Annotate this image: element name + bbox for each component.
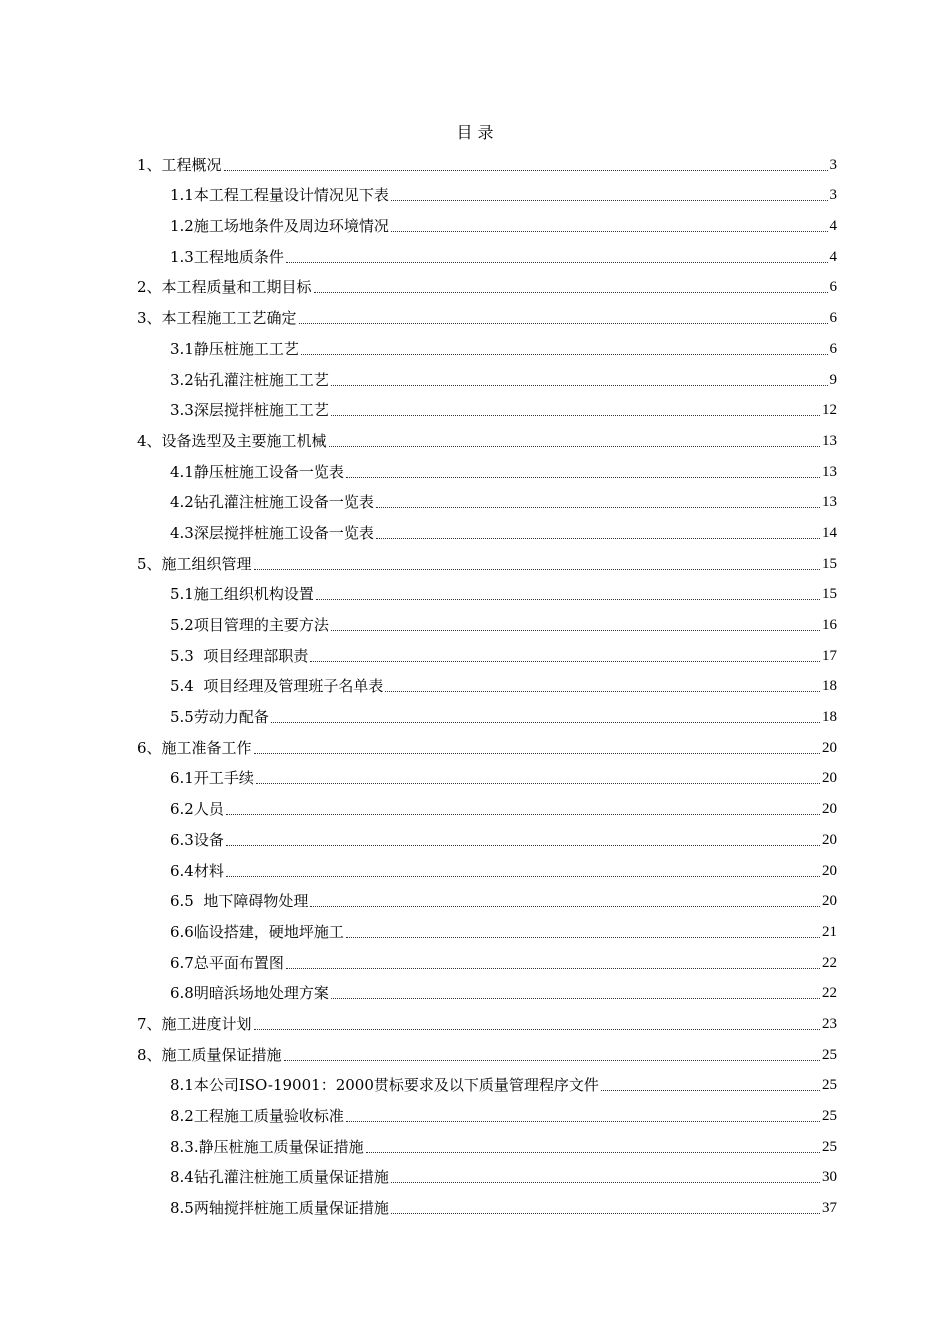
toc-entry-label: 1.2施工场地条件及周边环境情况 — [170, 217, 389, 236]
toc-entry-label: 5.4 项目经理及管理班子名单表 — [170, 677, 384, 696]
toc-entry-label: 3.3深层搅拌桩施工工艺 — [170, 401, 329, 420]
toc-entry-label: 5.1施工组织机构设置 — [170, 585, 314, 604]
toc-entry-label: 4.3深层搅拌桩施工设备一览表 — [170, 523, 374, 542]
toc-subsection-entry[interactable] — [137, 698, 837, 729]
dot-leader — [224, 169, 828, 171]
toc-entry-page-number: 14 — [822, 524, 837, 541]
toc-entry-label: 3、本工程施工工艺确定 — [137, 309, 297, 328]
toc-entry-page-number: 18 — [822, 678, 837, 695]
dot-leader — [256, 782, 820, 784]
toc-entry-page-number: 22 — [822, 985, 837, 1002]
toc-section-entry[interactable] — [137, 1036, 837, 1067]
toc-subsection-entry[interactable] — [137, 330, 837, 361]
toc-entry-page-number: 22 — [822, 954, 837, 971]
dot-leader — [346, 476, 820, 478]
table-of-contents — [137, 146, 837, 1220]
dot-leader — [391, 1181, 820, 1183]
dot-leader — [331, 414, 820, 416]
toc-entry-page-number: 12 — [822, 402, 837, 419]
toc-subsection-entry[interactable] — [137, 207, 837, 238]
toc-entry-page-number: 20 — [822, 770, 837, 787]
dot-leader — [331, 997, 820, 999]
toc-entry-page-number: 25 — [822, 1138, 837, 1155]
toc-entry-label: 4.1静压桩施工设备一览表 — [170, 462, 344, 481]
toc-section-entry[interactable] — [137, 299, 837, 330]
toc-entry-page-number: 4 — [829, 218, 837, 235]
toc-entry-label: 4、设备选型及主要施工机械 — [137, 431, 327, 450]
toc-section-entry[interactable] — [137, 269, 837, 300]
toc-subsection-entry[interactable] — [137, 453, 837, 484]
dot-leader — [226, 813, 820, 815]
toc-subsection-entry[interactable] — [137, 913, 837, 944]
toc-subsection-entry[interactable] — [137, 1189, 837, 1220]
toc-entry-page-number: 37 — [822, 1200, 837, 1217]
toc-subsection-entry[interactable] — [137, 790, 837, 821]
toc-entry-page-number: 20 — [822, 739, 837, 756]
toc-entry-label: 6、施工准备工作 — [137, 738, 252, 757]
toc-subsection-entry[interactable] — [137, 361, 837, 392]
toc-section-entry[interactable] — [137, 1005, 837, 1036]
toc-entry-page-number: 20 — [822, 893, 837, 910]
toc-subsection-entry[interactable] — [137, 484, 837, 515]
dot-leader — [346, 1120, 820, 1122]
toc-entry-label: 5.3 项目经理部职责 — [170, 646, 309, 665]
toc-subsection-entry[interactable] — [137, 944, 837, 975]
toc-entry-page-number: 21 — [822, 923, 837, 940]
toc-section-entry[interactable] — [137, 729, 837, 760]
toc-entry-label: 8.5两轴搅拌桩施工质量保证措施 — [170, 1199, 389, 1218]
toc-entry-page-number: 16 — [822, 617, 837, 633]
toc-entry-page-number: 17 — [822, 647, 837, 664]
toc-entry-label: 8.3.静压桩施工质量保证措施 — [170, 1137, 364, 1156]
toc-entry-page-number: 25 — [822, 1108, 837, 1124]
toc-entry-label: 6.6临设搭建，硬地坪施工 — [170, 922, 344, 941]
toc-subsection-entry[interactable] — [137, 821, 837, 852]
toc-subsection-entry[interactable] — [137, 238, 837, 269]
toc-entry-page-number: 6 — [829, 340, 837, 357]
toc-subsection-entry[interactable] — [137, 576, 837, 607]
toc-entry-page-number: 3 — [829, 187, 837, 204]
dot-leader — [286, 261, 828, 263]
toc-entry-page-number: 3 — [829, 156, 837, 173]
toc-entry-label: 8.1本公司ISO-19001：2000贯标要求及以下质量管理程序文件 — [170, 1076, 599, 1095]
toc-entry-page-number: 25 — [822, 1077, 837, 1094]
toc-entry-label: 1.3工程地质条件 — [170, 247, 284, 266]
toc-entry-page-number: 9 — [829, 371, 837, 388]
toc-entry-page-number: 13 — [822, 432, 837, 449]
toc-entry-label: 2、本工程质量和工期目标 — [137, 278, 312, 297]
dot-leader — [310, 905, 820, 907]
dot-leader — [331, 629, 820, 631]
toc-entry-page-number: 13 — [822, 463, 837, 480]
dot-leader — [391, 1212, 820, 1214]
toc-subsection-entry[interactable] — [137, 637, 837, 668]
toc-entry-label: 6.2人员 — [170, 800, 224, 819]
toc-subsection-entry[interactable] — [137, 1067, 837, 1098]
toc-entry-label: 8、施工质量保证措施 — [137, 1045, 282, 1064]
dot-leader — [284, 1059, 820, 1061]
toc-entry-page-number: 15 — [822, 586, 837, 603]
toc-entry-page-number: 4 — [829, 248, 837, 265]
dot-leader — [346, 936, 820, 938]
toc-subsection-entry[interactable] — [137, 1097, 837, 1128]
toc-subsection-entry[interactable] — [137, 668, 837, 699]
toc-entry-page-number: 18 — [822, 709, 837, 726]
toc-subsection-entry[interactable] — [137, 883, 837, 914]
toc-title: 目 录 — [456, 123, 494, 142]
toc-entry-page-number: 20 — [822, 831, 837, 848]
toc-entry-label: 6.5 地下障碍物处理 — [170, 892, 309, 911]
dot-leader — [301, 353, 828, 355]
dot-leader — [385, 690, 820, 692]
toc-section-entry[interactable] — [137, 545, 837, 576]
dot-leader — [391, 199, 828, 201]
dot-leader — [226, 875, 820, 877]
toc-subsection-entry[interactable] — [137, 392, 837, 423]
toc-entry-label: 8.4钻孔灌注桩施工质量保证措施 — [170, 1168, 389, 1187]
toc-entry-label: 3.2钻孔灌注桩施工工艺 — [170, 370, 329, 389]
toc-entry-page-number: 13 — [822, 494, 837, 511]
toc-entry-page-number: 20 — [822, 862, 837, 879]
dot-leader — [310, 660, 820, 662]
toc-entry-page-number: 23 — [822, 1015, 837, 1032]
dot-leader — [299, 322, 828, 324]
dot-leader — [331, 384, 828, 386]
toc-entry-label: 7、施工进度计划 — [137, 1014, 252, 1033]
dot-leader — [286, 967, 820, 969]
toc-entry-label: 6.8明暗浜场地处理方案 — [170, 984, 329, 1003]
dot-leader — [366, 1151, 820, 1153]
toc-entry-page-number: 6 — [829, 279, 837, 296]
dot-leader — [271, 721, 820, 723]
toc-entry-page-number: 25 — [822, 1046, 837, 1063]
dot-leader — [329, 445, 820, 447]
toc-entry-label: 6.4材料 — [170, 861, 224, 880]
toc-entry-label: 5.5劳动力配备 — [170, 708, 269, 727]
dot-leader — [254, 752, 820, 754]
toc-entry-label: 5.2项目管理的主要方法 — [170, 616, 329, 634]
toc-section-entry[interactable] — [137, 146, 837, 177]
dot-leader — [254, 568, 820, 570]
dot-leader — [601, 1089, 820, 1091]
dot-leader — [391, 230, 828, 232]
toc-subsection-entry[interactable] — [137, 514, 837, 545]
dot-leader — [316, 598, 820, 600]
toc-entry-label: 8.2工程施工质量验收标准 — [170, 1107, 344, 1125]
toc-subsection-entry[interactable] — [137, 1128, 837, 1159]
toc-entry-label: 5、施工组织管理 — [137, 554, 252, 573]
toc-subsection-entry[interactable] — [137, 1159, 837, 1190]
dot-leader — [376, 506, 820, 508]
dot-leader — [226, 844, 820, 846]
toc-entry-page-number: 15 — [822, 555, 837, 572]
toc-subsection-entry[interactable] — [137, 760, 837, 791]
toc-entry-page-number: 20 — [822, 801, 837, 818]
dot-leader — [314, 291, 828, 293]
toc-entry-label: 1、工程概况 — [137, 155, 222, 174]
toc-entry-page-number: 6 — [829, 310, 837, 327]
toc-section-entry[interactable] — [137, 422, 837, 453]
toc-entry-label: 6.7总平面布置图 — [170, 953, 284, 972]
toc-entry-label: 4.2钻孔灌注桩施工设备一览表 — [170, 493, 374, 512]
toc-entry-label: 6.1开工手续 — [170, 769, 254, 788]
dot-leader — [254, 1028, 820, 1030]
toc-subsection-entry[interactable] — [137, 177, 837, 208]
toc-subsection-entry[interactable] — [137, 606, 837, 637]
toc-entry-label: 1.1本工程工程量设计情况见下表 — [170, 186, 389, 205]
toc-subsection-entry[interactable] — [137, 975, 837, 1006]
toc-subsection-entry[interactable] — [137, 852, 837, 883]
toc-entry-label: 6.3设备 — [170, 830, 224, 849]
toc-entry-label: 3.1静压桩施工工艺 — [170, 339, 299, 358]
toc-entry-page-number: 30 — [822, 1169, 837, 1186]
dot-leader — [376, 537, 820, 539]
